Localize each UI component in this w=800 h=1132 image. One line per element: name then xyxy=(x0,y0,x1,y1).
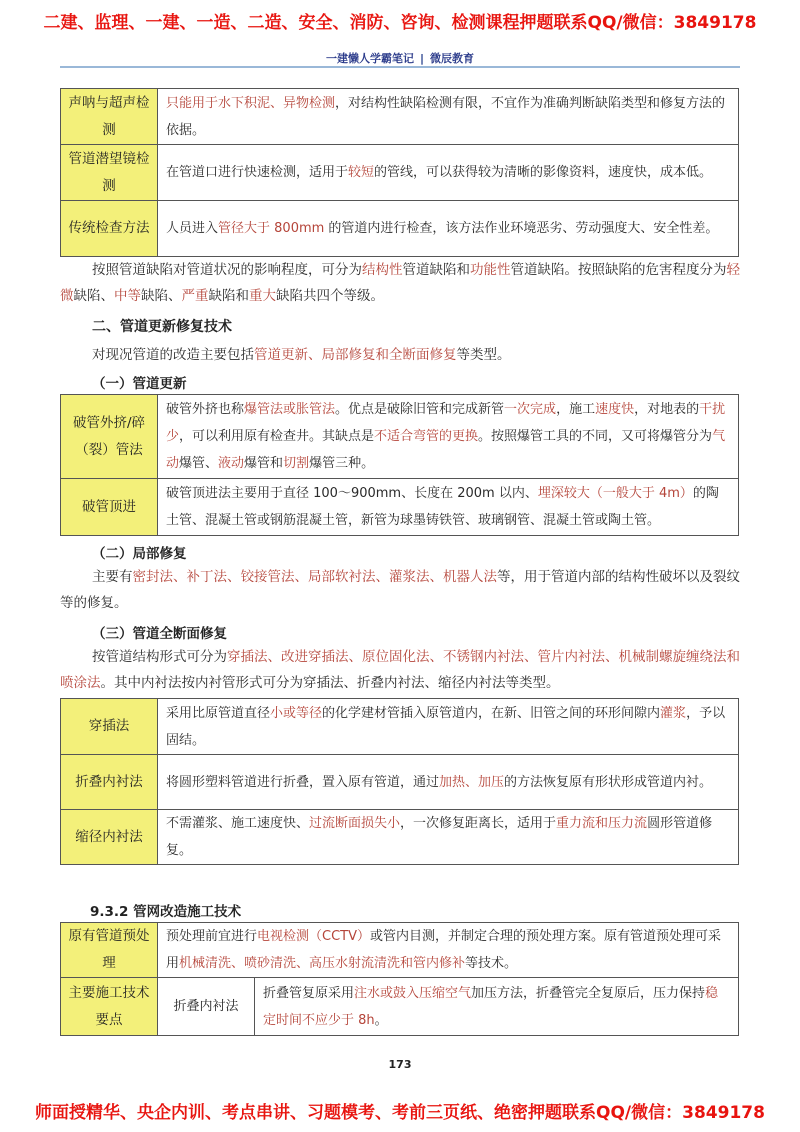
table-row xyxy=(61,145,739,201)
body-text: 缺陷和 xyxy=(208,288,249,304)
row-key: 声呐与超声检测 xyxy=(61,89,158,145)
network-renovation-table xyxy=(60,922,739,1036)
row-key: 管道潜望镜检测 xyxy=(61,145,158,201)
row-value xyxy=(158,699,739,755)
paragraph-defect-classification xyxy=(60,257,740,309)
row-subkey: 折叠内衬法 xyxy=(158,978,255,1036)
body-text: 圆形管道修复。 xyxy=(166,816,713,858)
lining-methods-table xyxy=(60,698,739,865)
header-separator: | xyxy=(419,52,425,65)
row-key: 破管顶进 xyxy=(61,479,158,536)
paragraph-full-section-repair xyxy=(60,644,740,696)
highlight-text: 重力流和压力流 xyxy=(556,816,648,831)
row-value xyxy=(158,201,739,257)
body-text: ，施工 xyxy=(556,402,596,417)
body-text: 爆管和 xyxy=(244,456,284,471)
page-header xyxy=(0,50,800,66)
highlight-text: 不适合弯管的更换 xyxy=(374,429,479,444)
body-text: 。其中内衬法按内衬管形式可分为穿插法、折叠内衬法、缩径内衬法等类型。 xyxy=(100,675,560,691)
table-row xyxy=(61,201,739,257)
pipe-renewal-table xyxy=(60,394,739,536)
body-text: 加压方法，折叠管完全复原后，压力保持 xyxy=(471,985,706,1001)
row-key: 缩径内衬法 xyxy=(61,810,158,865)
highlight-text: 电视检测（CCTV） xyxy=(257,929,371,944)
subsection-title: （三）管道全断面修复 xyxy=(92,626,227,642)
highlight-text: 机械清洗、喷砂清洗、高压水射流清洗和管内修补 xyxy=(179,956,466,971)
body-text: 。 xyxy=(374,1012,388,1028)
body-text: 的化学建材管插入原管道内，在新、旧管之间的环形间隙内 xyxy=(322,705,661,721)
body-text: 不需灌浆、施工速度快、 xyxy=(166,816,310,831)
body-text: 爆管、 xyxy=(179,456,219,471)
body-text: 按管道结构形式可分为 xyxy=(92,649,227,665)
highlight-text: 轻微 xyxy=(60,262,740,304)
row-value xyxy=(158,89,739,145)
body-text: 采用比原管道直径 xyxy=(166,705,271,721)
highlight-text: 气动 xyxy=(166,429,726,471)
highlight-text: 速度快 xyxy=(595,402,635,417)
highlight-text: 液动 xyxy=(218,456,245,471)
highlight-text: 严重 xyxy=(181,288,209,304)
highlight-text: 管道更新、局部修复和全断面修复 xyxy=(254,347,457,363)
highlight-text: 中等 xyxy=(114,288,141,304)
table-row xyxy=(61,395,739,479)
row-key: 破管外挤/碎（裂）管法 xyxy=(61,395,158,479)
section-title: 9.3.2 管网改造施工技术 xyxy=(90,904,242,920)
row-key: 原有管道预处理 xyxy=(61,923,158,978)
row-key: 主要施工技术要点 xyxy=(61,978,158,1036)
row-value xyxy=(158,145,739,201)
table-row xyxy=(61,923,739,978)
highlight-text: 穿插法、改进穿插法、原位固化法、不锈钢内衬法、管片内衬法、机械制螺旋缠绕法和喷涂法 xyxy=(60,649,740,691)
row-value xyxy=(158,479,739,536)
table-row xyxy=(61,755,739,810)
body-text: 在管道口进行快速检测，适用于 xyxy=(166,165,349,180)
table-row xyxy=(61,810,739,865)
detection-methods-table xyxy=(60,88,739,257)
row-key: 传统检查方法 xyxy=(61,201,158,257)
row-value xyxy=(158,923,739,978)
paragraph-local-repair xyxy=(60,564,740,616)
header-right: 微辰教育 xyxy=(430,52,475,65)
highlight-text: 小或等径 xyxy=(270,705,323,721)
body-text: 的管线，可以获得较为清晰的影像资料，速度快，成本低。 xyxy=(374,165,713,180)
highlight-text: 干扰少 xyxy=(166,402,726,444)
row-value xyxy=(158,755,739,810)
body-text: ，予以固结。 xyxy=(166,705,726,748)
body-text: 的方法恢复原有形状形成管道内衬。 xyxy=(504,774,713,790)
body-text: 破管顶进法主要用于直径 100～900mm、长度在 200m 以内、 xyxy=(166,486,538,501)
body-text: 等类型。 xyxy=(456,347,511,363)
highlight-text: 密封法、补丁法、铰接管法、局部软衬法、灌浆法、机器人法 xyxy=(132,569,497,585)
highlight-text: 功能性 xyxy=(470,262,511,278)
highlight-text: 只能用于水下积泥、异物检测 xyxy=(166,95,336,111)
body-text: ，对结构性缺陷检测有限，不宜作为准确判断缺陷类型和修复方法的依据。 xyxy=(166,95,726,138)
body-text: 管道缺陷。按照缺陷的危害程度分为 xyxy=(510,262,727,278)
body-text: ，可以利用原有检查井。其缺点是 xyxy=(179,429,375,444)
body-text: 人员进入 xyxy=(166,221,219,236)
page-number: 173 xyxy=(388,1058,412,1071)
body-text: ，对地表的 xyxy=(634,402,700,417)
section-title: 二、管道更新修复技术 xyxy=(92,319,232,335)
body-text: 管道缺陷和 xyxy=(402,262,470,278)
highlight-text: 切割 xyxy=(283,456,310,471)
body-text: 等，用于管道内部的结构性破坏以及裂纹等的修复。 xyxy=(60,569,740,611)
bottom-banner: 师面授精华、央企内训、考点串讲、习题模考、考前三页纸、绝密押题联系QQ/微信：3849178 xyxy=(35,1103,765,1123)
highlight-text: 结构性 xyxy=(362,262,403,278)
body-text: 缺陷、 xyxy=(141,288,182,304)
highlight-text: 稳定时间不应少于 8h xyxy=(263,985,719,1028)
table-row xyxy=(61,89,739,145)
body-text: ，一次修复距离长，适用于 xyxy=(400,816,557,831)
body-text: 预处理前宜进行 xyxy=(166,929,258,944)
highlight-text: 灌浆 xyxy=(660,705,687,721)
body-text: 对现况管道的改造主要包括 xyxy=(92,347,254,363)
body-text: 主要有 xyxy=(92,569,133,585)
body-text: 折叠管复原采用 xyxy=(263,985,355,1001)
body-text: 。优点是破除旧管和完成新管 xyxy=(335,402,505,417)
body-text: 将圆形塑料管道进行折叠，置入原有管道，通过 xyxy=(166,774,440,790)
highlight-text: 爆管法或胀管法 xyxy=(244,402,336,417)
row-value xyxy=(158,395,739,479)
subsection-title: （二）局部修复 xyxy=(92,546,187,562)
row-key: 折叠内衬法 xyxy=(61,755,158,810)
highlight-text: 埋深较大（一般大于 4m） xyxy=(537,486,693,501)
table-row xyxy=(61,479,739,536)
row-value xyxy=(255,978,739,1036)
highlight-text: 加热、加压 xyxy=(439,774,505,790)
row-value xyxy=(158,810,739,865)
body-text: 爆管三种。 xyxy=(309,456,375,471)
body-text: 的陶土管、混凝土管或钢筋混凝土管，新管为球墨铸铁管、玻璃钢管、混凝土管或陶土管。 xyxy=(166,486,719,528)
body-text: 。按照爆管工具的不同，又可将爆管分为 xyxy=(478,429,713,444)
header-rule xyxy=(60,66,740,68)
body-text: 缺陷、 xyxy=(73,288,114,304)
row-key: 穿插法 xyxy=(61,699,158,755)
paragraph-renewal-types xyxy=(60,342,740,368)
subsection-title: （一）管道更新 xyxy=(92,376,187,392)
body-text: 缺陷共四个等级。 xyxy=(276,288,384,304)
highlight-text: 一次完成 xyxy=(504,402,557,417)
header-left: 一建懒人学霸笔记 xyxy=(325,52,414,65)
body-text: 破管外挤也称 xyxy=(166,402,245,417)
top-banner: 二建、监理、一建、一造、二造、安全、消防、咨询、检测课程押题联系QQ/微信：3849178 xyxy=(43,13,757,33)
highlight-text: 重大 xyxy=(249,288,276,304)
highlight-text: 注水或鼓入压缩空气 xyxy=(354,985,472,1001)
highlight-text: 较短 xyxy=(348,165,375,180)
highlight-text: 管径大于 800mm xyxy=(218,221,325,236)
highlight-text: 过流断面损失小 xyxy=(309,816,401,831)
body-text: 的管道内进行检查，该方法作业环境恶劣、劳动强度大、安全性差。 xyxy=(324,221,719,236)
body-text: 或管内目测，并制定合理的预处理方案。原有管道预处理可采用 xyxy=(166,929,722,971)
table-row xyxy=(61,978,739,1036)
body-text: 等技术。 xyxy=(465,956,518,971)
table-row xyxy=(61,699,739,755)
body-text: 按照管道缺陷对管道状况的影响程度，可分为 xyxy=(92,262,362,278)
